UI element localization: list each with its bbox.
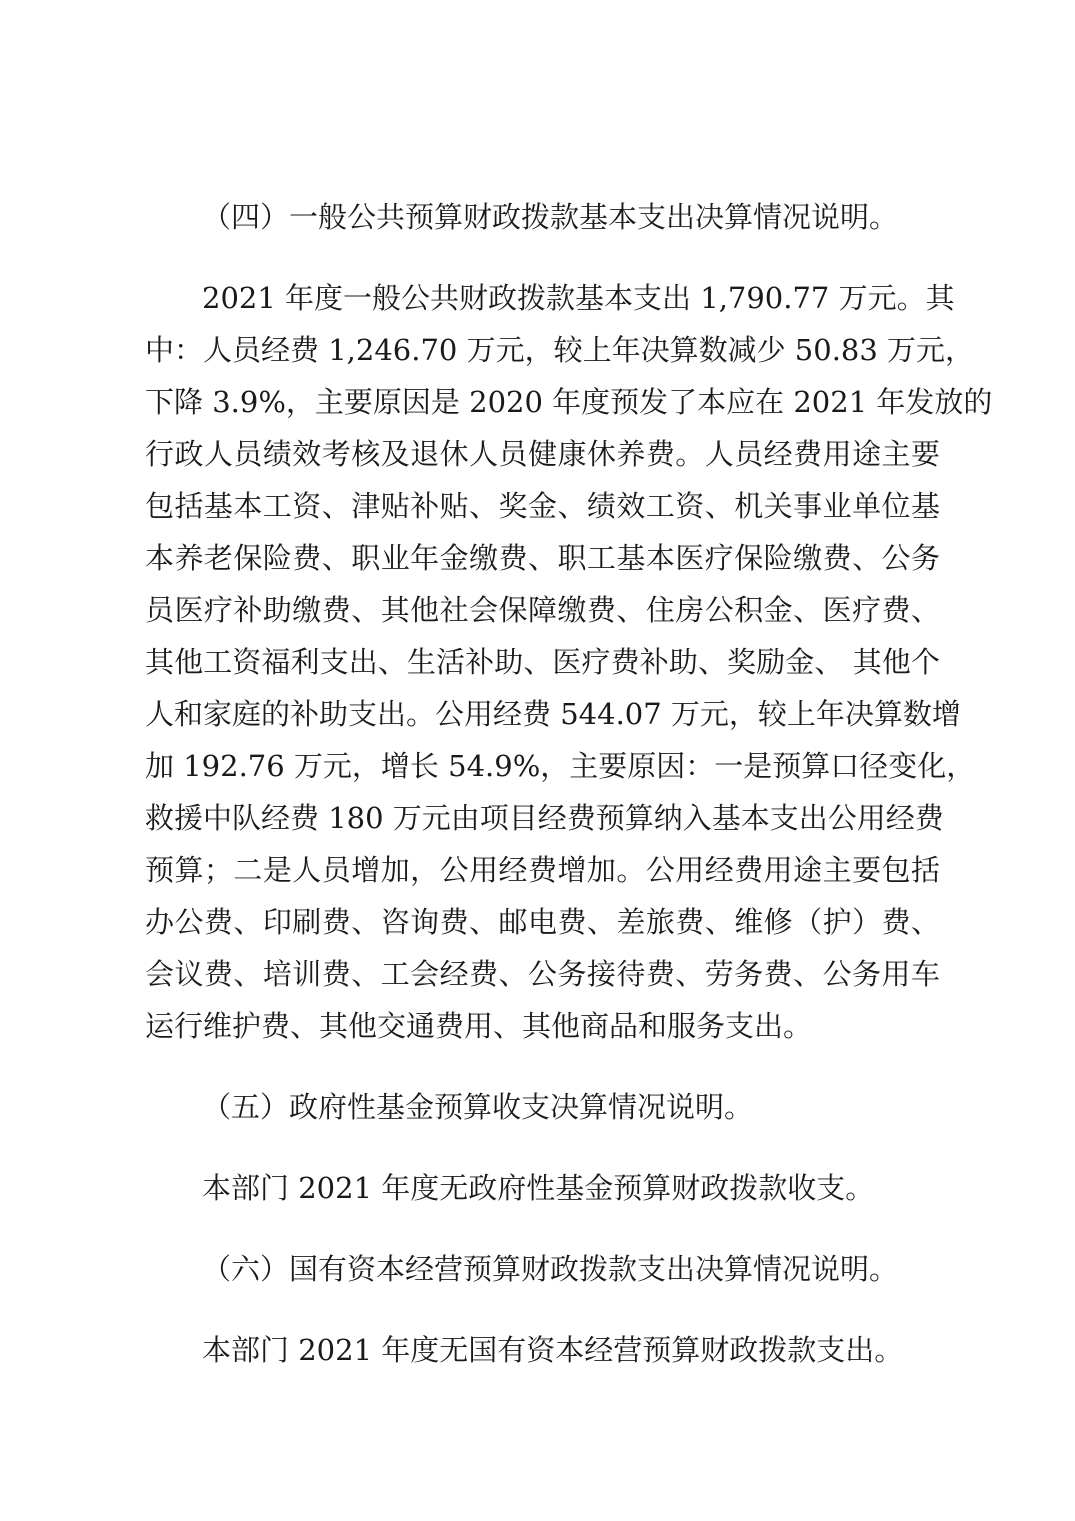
section-4-line-12: 预算；二是人员增加，公用经费增加。公用经费用途主要包括 [145, 853, 940, 887]
section-4-line-6: 本养老保险费、职业年金缴费、职工基本医疗保险缴费、公务 [145, 541, 940, 575]
section-4-line-8: 其他工资福利支出、生活补助、医疗费补助、奖励金、 其他个 [145, 645, 940, 679]
section-4-line-13: 办公费、印刷费、咨询费、邮电费、差旅费、维修（护）费、 [145, 905, 940, 939]
section-4-line-11: 救援中队经费 180 万元由项目经费预算纳入基本支出公用经费 [145, 801, 944, 835]
section-5-heading: （五）政府性基金预算收支决算情况说明。 [202, 1090, 754, 1124]
section-4-line-14: 会议费、培训费、工会经费、公务接待费、劳务费、公务用车 [145, 957, 940, 991]
section-4-line-9: 人和家庭的补助支出。公用经费 544.07 万元，较上年决算数增 [145, 697, 961, 731]
section-4-line-4: 行政人员绩效考核及退休人员健康休养费。人员经费用途主要 [145, 437, 940, 471]
section-4-line-10: 加 192.76 万元，增长 54.9%，主要原因：一是预算口径变化， [145, 749, 976, 783]
section-4-line-15: 运行维护费、其他交通费用、其他商品和服务支出。 [145, 1009, 813, 1043]
section-6-heading: （六）国有资本经营预算财政拨款支出决算情况说明。 [202, 1252, 899, 1286]
section-4-line-3: 下降 3.9%，主要原因是 2020 年度预发了本应在 2021 年发放的 [145, 385, 993, 419]
section-4-line-2: 中：人员经费 1,246.70 万元，较上年决算数减少 50.83 万元， [145, 333, 975, 367]
section-4-heading: （四）一般公共预算财政拨款基本支出决算情况说明。 [202, 200, 899, 234]
section-6-text: 本部门 2021 年度无国有资本经营预算财政拨款支出。 [202, 1333, 904, 1367]
section-4-line-7: 员医疗补助缴费、其他社会保障缴费、住房公积金、医疗费、 [145, 593, 940, 627]
section-4-line-1: 2021 年度一般公共财政拨款基本支出 1,790.77 万元。其 [202, 281, 955, 315]
section-4-line-5: 包括基本工资、津贴补贴、奖金、绩效工资、机关事业单位基 [145, 489, 940, 523]
section-5-text: 本部门 2021 年度无政府性基金预算财政拨款收支。 [202, 1171, 875, 1205]
